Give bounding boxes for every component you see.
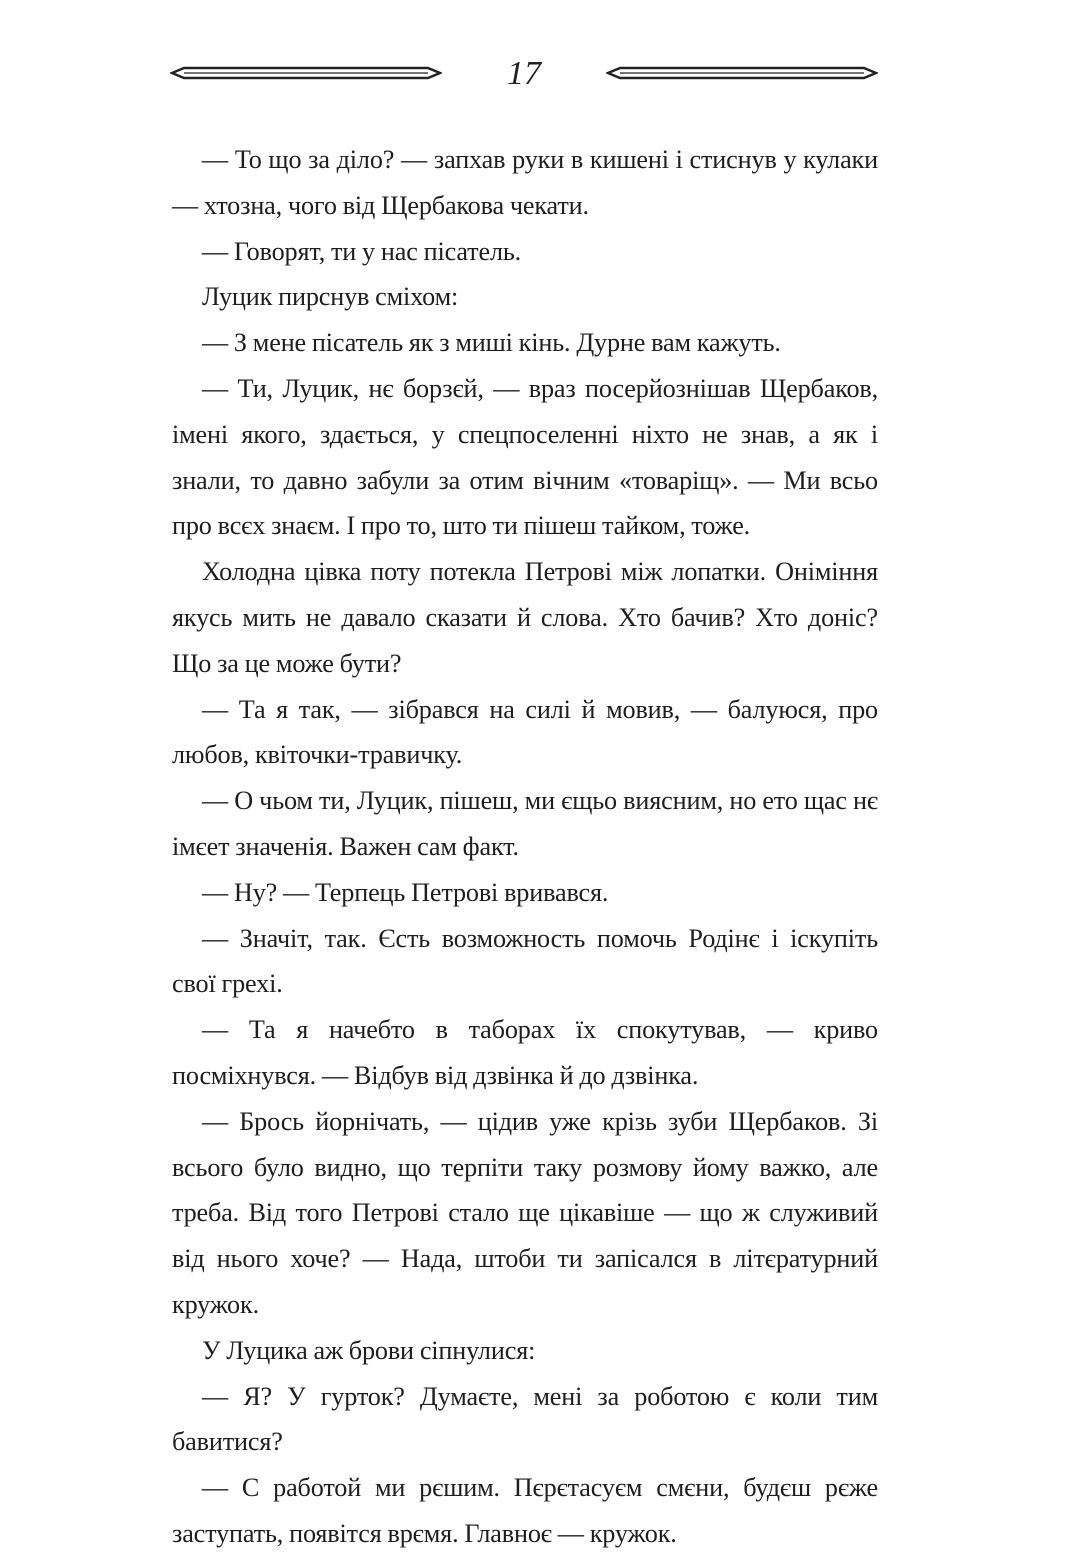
- paragraph: — Та я начебто в таборах їх спокутував, — криво посміхнувся. — Відбув від дзвінка й до дзвінка.: [172, 1015, 878, 1090]
- paragraph: — Ну? — Терпець Петрові вривався.: [202, 877, 609, 907]
- paragraph: — Брось йорнічать, — цідив уже крізь зуби Щербаков. Зі всього було видно, що терпіти таку розмову йому важко, але треба. Від того Петрові стало ще цікавіше — що ж служивий від нього хоче? — Нада, штоби ти запісался в літєратурний кружок.: [172, 1106, 878, 1319]
- paragraph: — Ти, Луцик, нє борзєй, — враз посерйознішав Щербаков, імені якого, здається, у спецпоселенні ніхто не знав, а як і знали, то давно забули за отим вічним «товаріщ». — Ми всьо про всєх знаєм. І про то, што ти пішеш тайком, тоже.: [172, 373, 878, 541]
- paragraph: — Я? У гурток? Думаєте, мені за роботою є коли тим бавитися?: [172, 1381, 878, 1457]
- paragraph: — З мене пісатель як з миші кінь. Дурне вам кажуть.: [202, 328, 781, 358]
- header-ornament-right: [606, 66, 878, 80]
- paragraph: — О чьом ти, Луцик, пішеш, ми єщьо виясним, но ето щас нє імєет значенія. Важен сам факт.: [172, 786, 878, 861]
- paragraph: У Луцика аж брови сіпнулися:: [202, 1335, 536, 1365]
- paragraph: — Значіт, так. Єсть возможность помочь Родінє і іскупіть свої грехі.: [172, 923, 878, 999]
- paragraph: Луцик пирснув сміхом:: [202, 282, 459, 312]
- paragraph: — То що за діло? — запхав руки в кишені і стиснув у кулаки — хтозна, чого від Щербакова чекати.: [172, 145, 878, 220]
- page-body-text: [172, 137, 878, 1557]
- paragraph: Холодна цівка поту потекла Петрові між лопатки. Оніміння якусь мить не давало сказати й слова. Хто бачив? Хто доніс? Що за це може бути?: [172, 557, 878, 678]
- paragraph: — Говорят, ти у нас пісатель.: [202, 236, 522, 266]
- page-number: 17: [507, 55, 541, 92]
- paragraph: — Та я так, — зібрався на силі й мовив, — балуюся, про любов, квіточки-травичку.: [172, 694, 878, 770]
- paragraph: — С работой ми рєшим. Пєрєтасуєм смєни, будєш рєже заступать, появітся врємя. Главноє — кружок.: [172, 1473, 878, 1548]
- running-header: [170, 48, 878, 100]
